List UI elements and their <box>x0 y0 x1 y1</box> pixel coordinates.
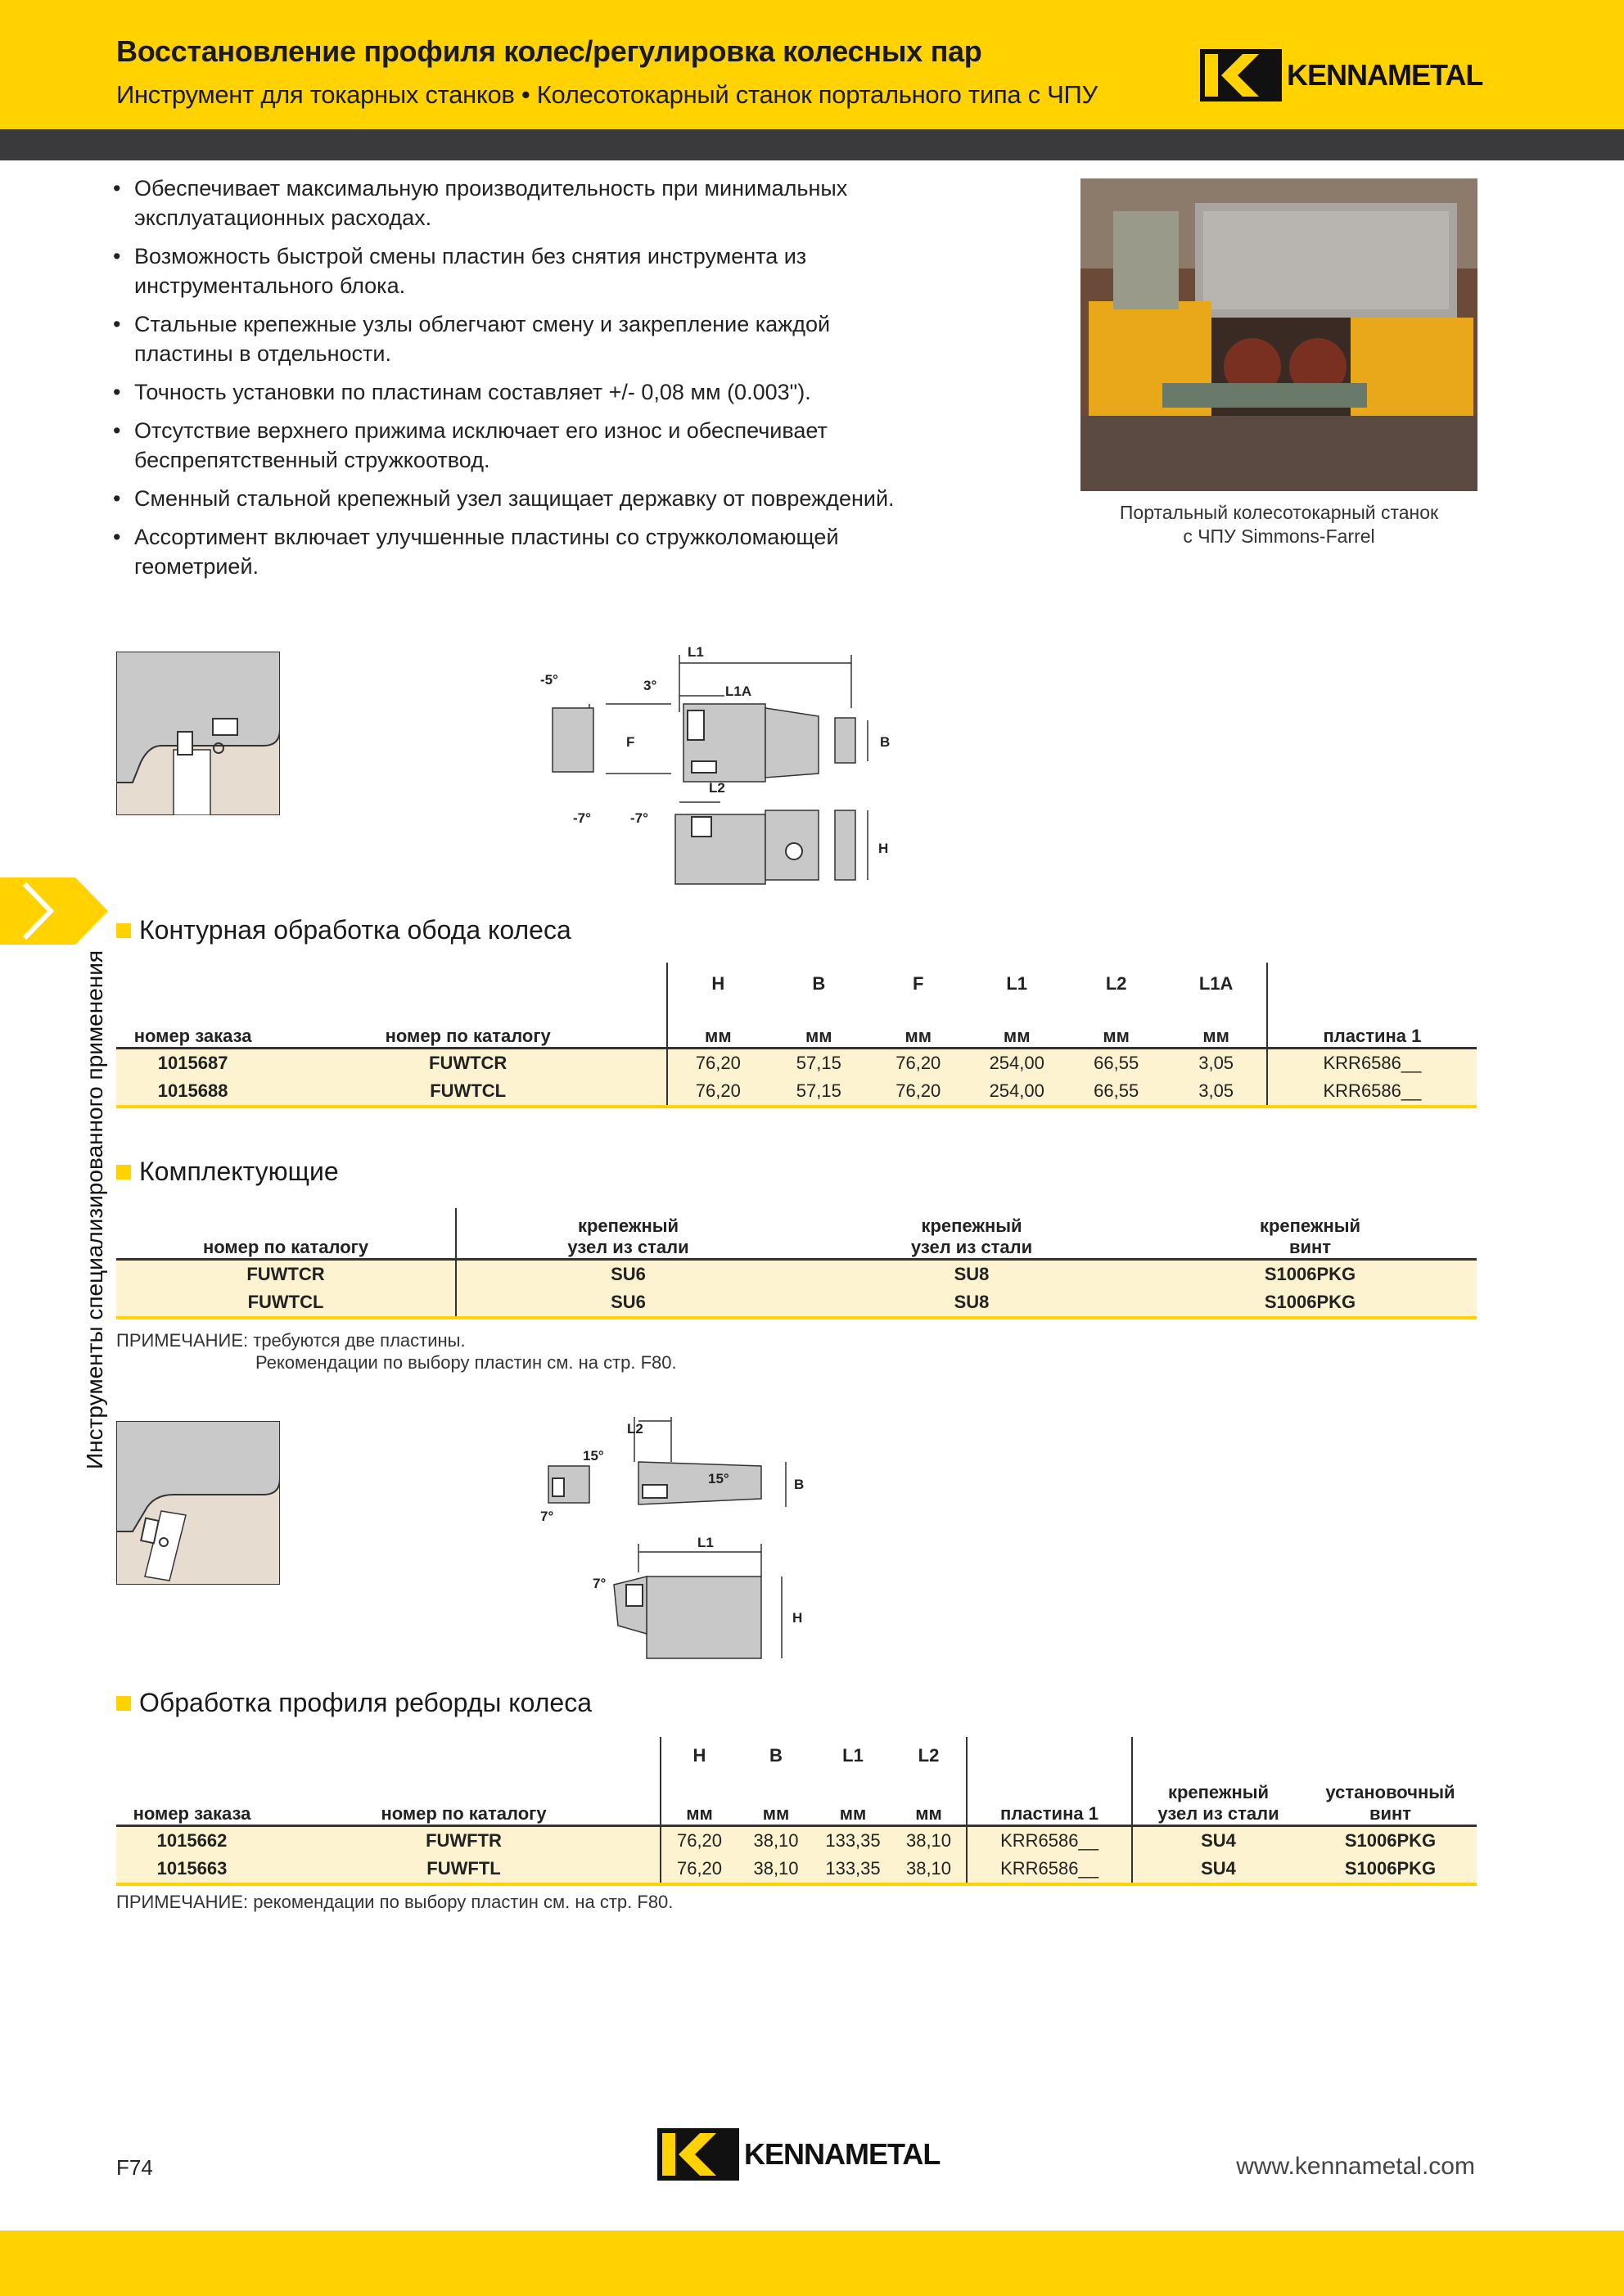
col-unit: мм <box>661 1775 738 1825</box>
table-cell: KRR6586__ <box>1267 1048 1477 1077</box>
dim-label: L2 <box>709 780 725 796</box>
table-cell: FUWFTR <box>268 1825 661 1855</box>
section-marker-icon <box>116 923 131 938</box>
table-cell: 254,00 <box>967 1048 1066 1077</box>
feature-item: • Стальные крепежные узлы облегчают смену и закрепление каждой пластины в отдельности. <box>113 309 932 368</box>
feature-item: • Ассортимент включает улучшенные пластины со стружколомающей геометрией. <box>113 522 932 581</box>
feature-item: • Отсутствие верхнего прижима исключает его износ и обеспечивает беспрепятственный стружкоотвод. <box>113 416 932 475</box>
header-logo <box>1200 49 1482 101</box>
table-cell: FUWFTL <box>268 1855 661 1884</box>
machine-photo <box>1080 178 1477 491</box>
col-unit: мм <box>738 1775 814 1825</box>
col-header: L1 <box>842 1745 864 1766</box>
table-cell: 3,05 <box>1166 1077 1266 1107</box>
table-cell: KRR6586__ <box>967 1825 1132 1855</box>
table-row <box>116 1855 1477 1884</box>
page-header <box>0 0 1624 129</box>
table-row <box>116 1077 1477 1107</box>
note-text: Рекомендации по выбору пластин см. на стр. F80. <box>255 1352 677 1373</box>
feature-item: • Обеспечивает максимальную производительность при минимальных эксплуатационных расходах. <box>113 174 932 232</box>
col-header: B <box>769 1745 783 1766</box>
col-header-catalog: номер по каталогу <box>269 1005 667 1048</box>
section-marker-icon <box>116 1696 131 1711</box>
table-cell: 133,35 <box>814 1825 891 1855</box>
page-title: Восстановление профиля колес/регулировка колесных пар <box>116 34 982 68</box>
logo-wordmark: KENNAMETAL <box>1287 58 1483 92</box>
dim-label: 15° <box>708 1471 729 1486</box>
col-header: H <box>661 1737 738 1775</box>
kennametal-k-icon <box>1200 49 1282 101</box>
header-divider-bar <box>0 129 1624 160</box>
col-unit: мм <box>869 1005 967 1048</box>
table-cell: SU8 <box>800 1288 1144 1318</box>
table-row <box>116 1259 1477 1288</box>
table-cell: 76,20 <box>869 1077 967 1107</box>
application-thumbnail-1 <box>116 652 280 815</box>
caption-line: с ЧПУ Simmons-Farrel <box>1183 526 1375 547</box>
feature-list <box>113 174 932 590</box>
table-row <box>116 1825 1477 1855</box>
table-cell: 76,20 <box>667 1048 768 1077</box>
table-cell: 1015663 <box>116 1855 268 1884</box>
dim-label: 3° <box>643 678 657 693</box>
table-cell: S1006PKG <box>1144 1288 1477 1318</box>
footer-logo <box>657 2128 940 2181</box>
table-row <box>116 1288 1477 1318</box>
table-components <box>116 1208 1477 1319</box>
table-cell: SU6 <box>456 1259 800 1288</box>
table-cell: 76,20 <box>869 1048 967 1077</box>
tool-drawing-1 <box>524 638 917 900</box>
table-cell: 38,10 <box>891 1825 967 1855</box>
dim-label: -7° <box>573 810 591 826</box>
table-cell: FUWTCR <box>269 1048 667 1077</box>
dim-label: B <box>794 1477 805 1492</box>
table-rim-contouring <box>116 963 1477 1108</box>
section-title-text: Контурная обработка обода колеса <box>139 915 571 945</box>
table-cell: S1006PKG <box>1304 1825 1477 1855</box>
dim-label: 7° <box>540 1509 554 1524</box>
table-cell: 1015688 <box>116 1077 269 1107</box>
table-cell: 57,15 <box>769 1077 869 1107</box>
col-header: L2 <box>1105 973 1127 994</box>
note-components <box>116 1329 677 1374</box>
table-cell: 38,10 <box>738 1825 814 1855</box>
table-cell: 76,20 <box>661 1855 738 1884</box>
table-cell: S1006PKG <box>1144 1259 1477 1288</box>
feature-item: • Точность установки по пластинам составляет +/- 0,08 мм (0.003"). <box>113 377 932 407</box>
col-header: L1 <box>1006 973 1028 994</box>
col-header-clamp: крепежный узел из стали <box>456 1208 800 1259</box>
col-header-screw: крепежный винт <box>1144 1208 1477 1259</box>
col-header-screw: установочный винт <box>1304 1775 1477 1825</box>
col-unit: мм <box>814 1775 891 1825</box>
table-cell: FUWTCL <box>116 1288 456 1318</box>
col-unit: мм <box>1067 1005 1166 1048</box>
dim-label: H <box>878 841 889 856</box>
section-marker-icon <box>116 1165 131 1180</box>
page-number: F74 <box>116 2155 153 2180</box>
col-header: B <box>812 973 826 994</box>
section-title-text: Обработка профиля реборды колеса <box>139 1688 592 1717</box>
col-unit: мм <box>1166 1005 1266 1048</box>
application-thumbnail-2 <box>116 1421 280 1585</box>
kennametal-k-icon <box>657 2128 739 2181</box>
table-cell: 254,00 <box>967 1077 1066 1107</box>
tool-drawing-2 <box>524 1413 819 1667</box>
table-cell: KRR6586__ <box>1267 1077 1477 1107</box>
table-cell: FUWTCL <box>269 1077 667 1107</box>
website-link[interactable]: www.kennametal.com <box>1236 2153 1475 2180</box>
table-flange-profiling <box>116 1737 1477 1886</box>
dim-label: H <box>792 1610 803 1626</box>
logo-wordmark: KENNAMETAL <box>744 2137 941 2171</box>
table-cell: 66,55 <box>1067 1048 1166 1077</box>
col-unit: мм <box>891 1775 967 1825</box>
table-row <box>116 1048 1477 1077</box>
photo-caption <box>1064 501 1494 548</box>
note-label: ПРИМЕЧАНИЕ: <box>116 1330 249 1351</box>
dim-label: -7° <box>630 810 648 826</box>
table-cell: SU8 <box>800 1259 1144 1288</box>
col-header-clamp: крепежный узел из стали <box>1132 1775 1304 1825</box>
dim-label: 15° <box>583 1448 604 1464</box>
col-header-catalog: номер по каталогу <box>268 1775 661 1825</box>
col-header: L2 <box>918 1745 940 1766</box>
col-header: H <box>667 963 768 1005</box>
dim-label: -5° <box>540 672 558 688</box>
col-header-catalog: номер по каталогу <box>116 1208 456 1259</box>
col-header: F <box>913 973 924 994</box>
feature-item: • Возможность быстрой смены пластин без снятия инструмента из инструментального блока. <box>113 241 932 300</box>
caption-line: Портальный колесотокарный станок <box>1119 502 1439 523</box>
section-title-rim <box>116 915 571 945</box>
table-cell: S1006PKG <box>1304 1855 1477 1884</box>
dim-label: B <box>880 734 891 750</box>
table-cell: SU4 <box>1132 1825 1304 1855</box>
col-header-insert: пластина 1 <box>1267 1005 1477 1048</box>
table-cell: 57,15 <box>769 1048 869 1077</box>
table-cell: 1015687 <box>116 1048 269 1077</box>
table-cell: 66,55 <box>1067 1077 1166 1107</box>
table-cell: SU4 <box>1132 1855 1304 1884</box>
dim-label: F <box>626 734 635 750</box>
note-text: требуются две пластины. <box>253 1330 466 1351</box>
dim-label: 7° <box>593 1576 607 1591</box>
page-subtitle: Инструмент для токарных станков • Колесотокарный станок портального типа с ЧПУ <box>116 80 1098 109</box>
col-header-insert: пластина 1 <box>967 1775 1132 1825</box>
dim-label: L1 <box>697 1535 714 1550</box>
side-tab-arrow <box>0 877 108 945</box>
table-cell: 38,10 <box>738 1855 814 1884</box>
section-title-flange <box>116 1688 592 1718</box>
table-cell: 3,05 <box>1166 1048 1266 1077</box>
dim-label: L2 <box>627 1421 643 1437</box>
side-section-label: Инструменты специализированного применения <box>82 950 107 1469</box>
table-cell: 133,35 <box>814 1855 891 1884</box>
table-cell: FUWTCR <box>116 1259 456 1288</box>
col-header-order: номер заказа <box>116 1775 268 1825</box>
table-cell: 76,20 <box>667 1077 768 1107</box>
table-cell: 38,10 <box>891 1855 967 1884</box>
footer-bar <box>0 2231 1624 2296</box>
section-title-components <box>116 1157 339 1187</box>
col-unit: мм <box>667 1005 768 1048</box>
feature-item: • Сменный стальной крепежный узел защищает державку от повреждений. <box>113 484 932 513</box>
table-cell: SU6 <box>456 1288 800 1318</box>
col-unit: мм <box>967 1005 1066 1048</box>
dim-label: L1A <box>725 683 752 699</box>
note-flange: ПРИМЕЧАНИЕ: рекомендации по выбору пластин см. на стр. F80. <box>116 1892 674 1912</box>
section-title-text: Комплектующие <box>139 1157 339 1186</box>
dim-label: L1 <box>688 644 704 660</box>
col-header-clamp: крепежный узел из стали <box>800 1208 1144 1259</box>
col-header: L1A <box>1198 973 1234 994</box>
table-cell: 1015662 <box>116 1825 268 1855</box>
table-cell: KRR6586__ <box>967 1855 1132 1884</box>
col-unit: мм <box>769 1005 869 1048</box>
col-header-order: номер заказа <box>116 1005 269 1048</box>
table-cell: 76,20 <box>661 1825 738 1855</box>
